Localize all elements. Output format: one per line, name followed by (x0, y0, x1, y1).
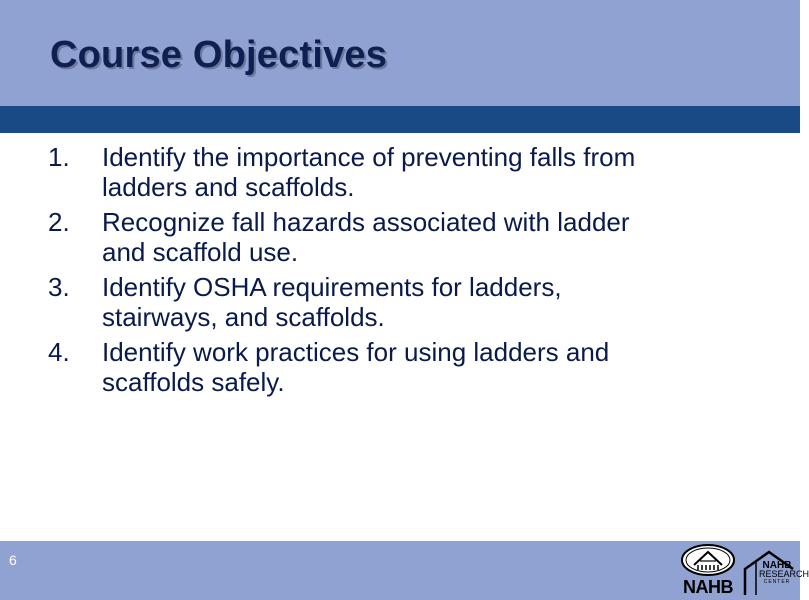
objective-item (48, 272, 748, 332)
objective-item (48, 207, 748, 267)
objective-text-line: Identify OSHA requirements for ladders, (102, 272, 562, 302)
objective-item (48, 142, 748, 202)
objective-text-line: and scaffold use. (102, 237, 299, 267)
objective-text-line: Identify work practices for using ladders and (102, 337, 610, 367)
objective-text (102, 142, 748, 202)
nahb-logo-text: NAHB (683, 577, 733, 597)
objectives-list (48, 142, 748, 402)
slide-number: 6 (9, 552, 17, 568)
objective-text-line: Recognize fall hazards associated with ladder (102, 207, 630, 237)
research-logo-line: NAHB (762, 560, 792, 571)
objective-number: 2. (48, 207, 70, 237)
objective-text-line: Identify the importance of preventing falls from (102, 142, 636, 172)
objective-text-line: ladders and scaffolds. (102, 172, 355, 202)
objective-item (48, 337, 748, 397)
objective-number: 3. (48, 272, 70, 302)
objective-number: 1. (48, 142, 70, 172)
header-stripe (0, 106, 800, 133)
objective-text (102, 272, 748, 332)
slide-title: Course Objectives (50, 34, 388, 76)
research-center-text (759, 560, 809, 586)
objective-number: 4. (48, 337, 70, 367)
nahb-logo-icon (676, 543, 740, 598)
research-center-logo-icon (742, 549, 809, 597)
research-logo-line: RESEARCH (759, 569, 809, 579)
objective-text-line: stairways, and scaffolds. (102, 302, 385, 332)
research-logo-line: CENTER (763, 579, 791, 585)
objective-text (102, 337, 748, 397)
objective-text-line: scaffolds safely. (102, 367, 285, 397)
objective-text (102, 207, 748, 267)
